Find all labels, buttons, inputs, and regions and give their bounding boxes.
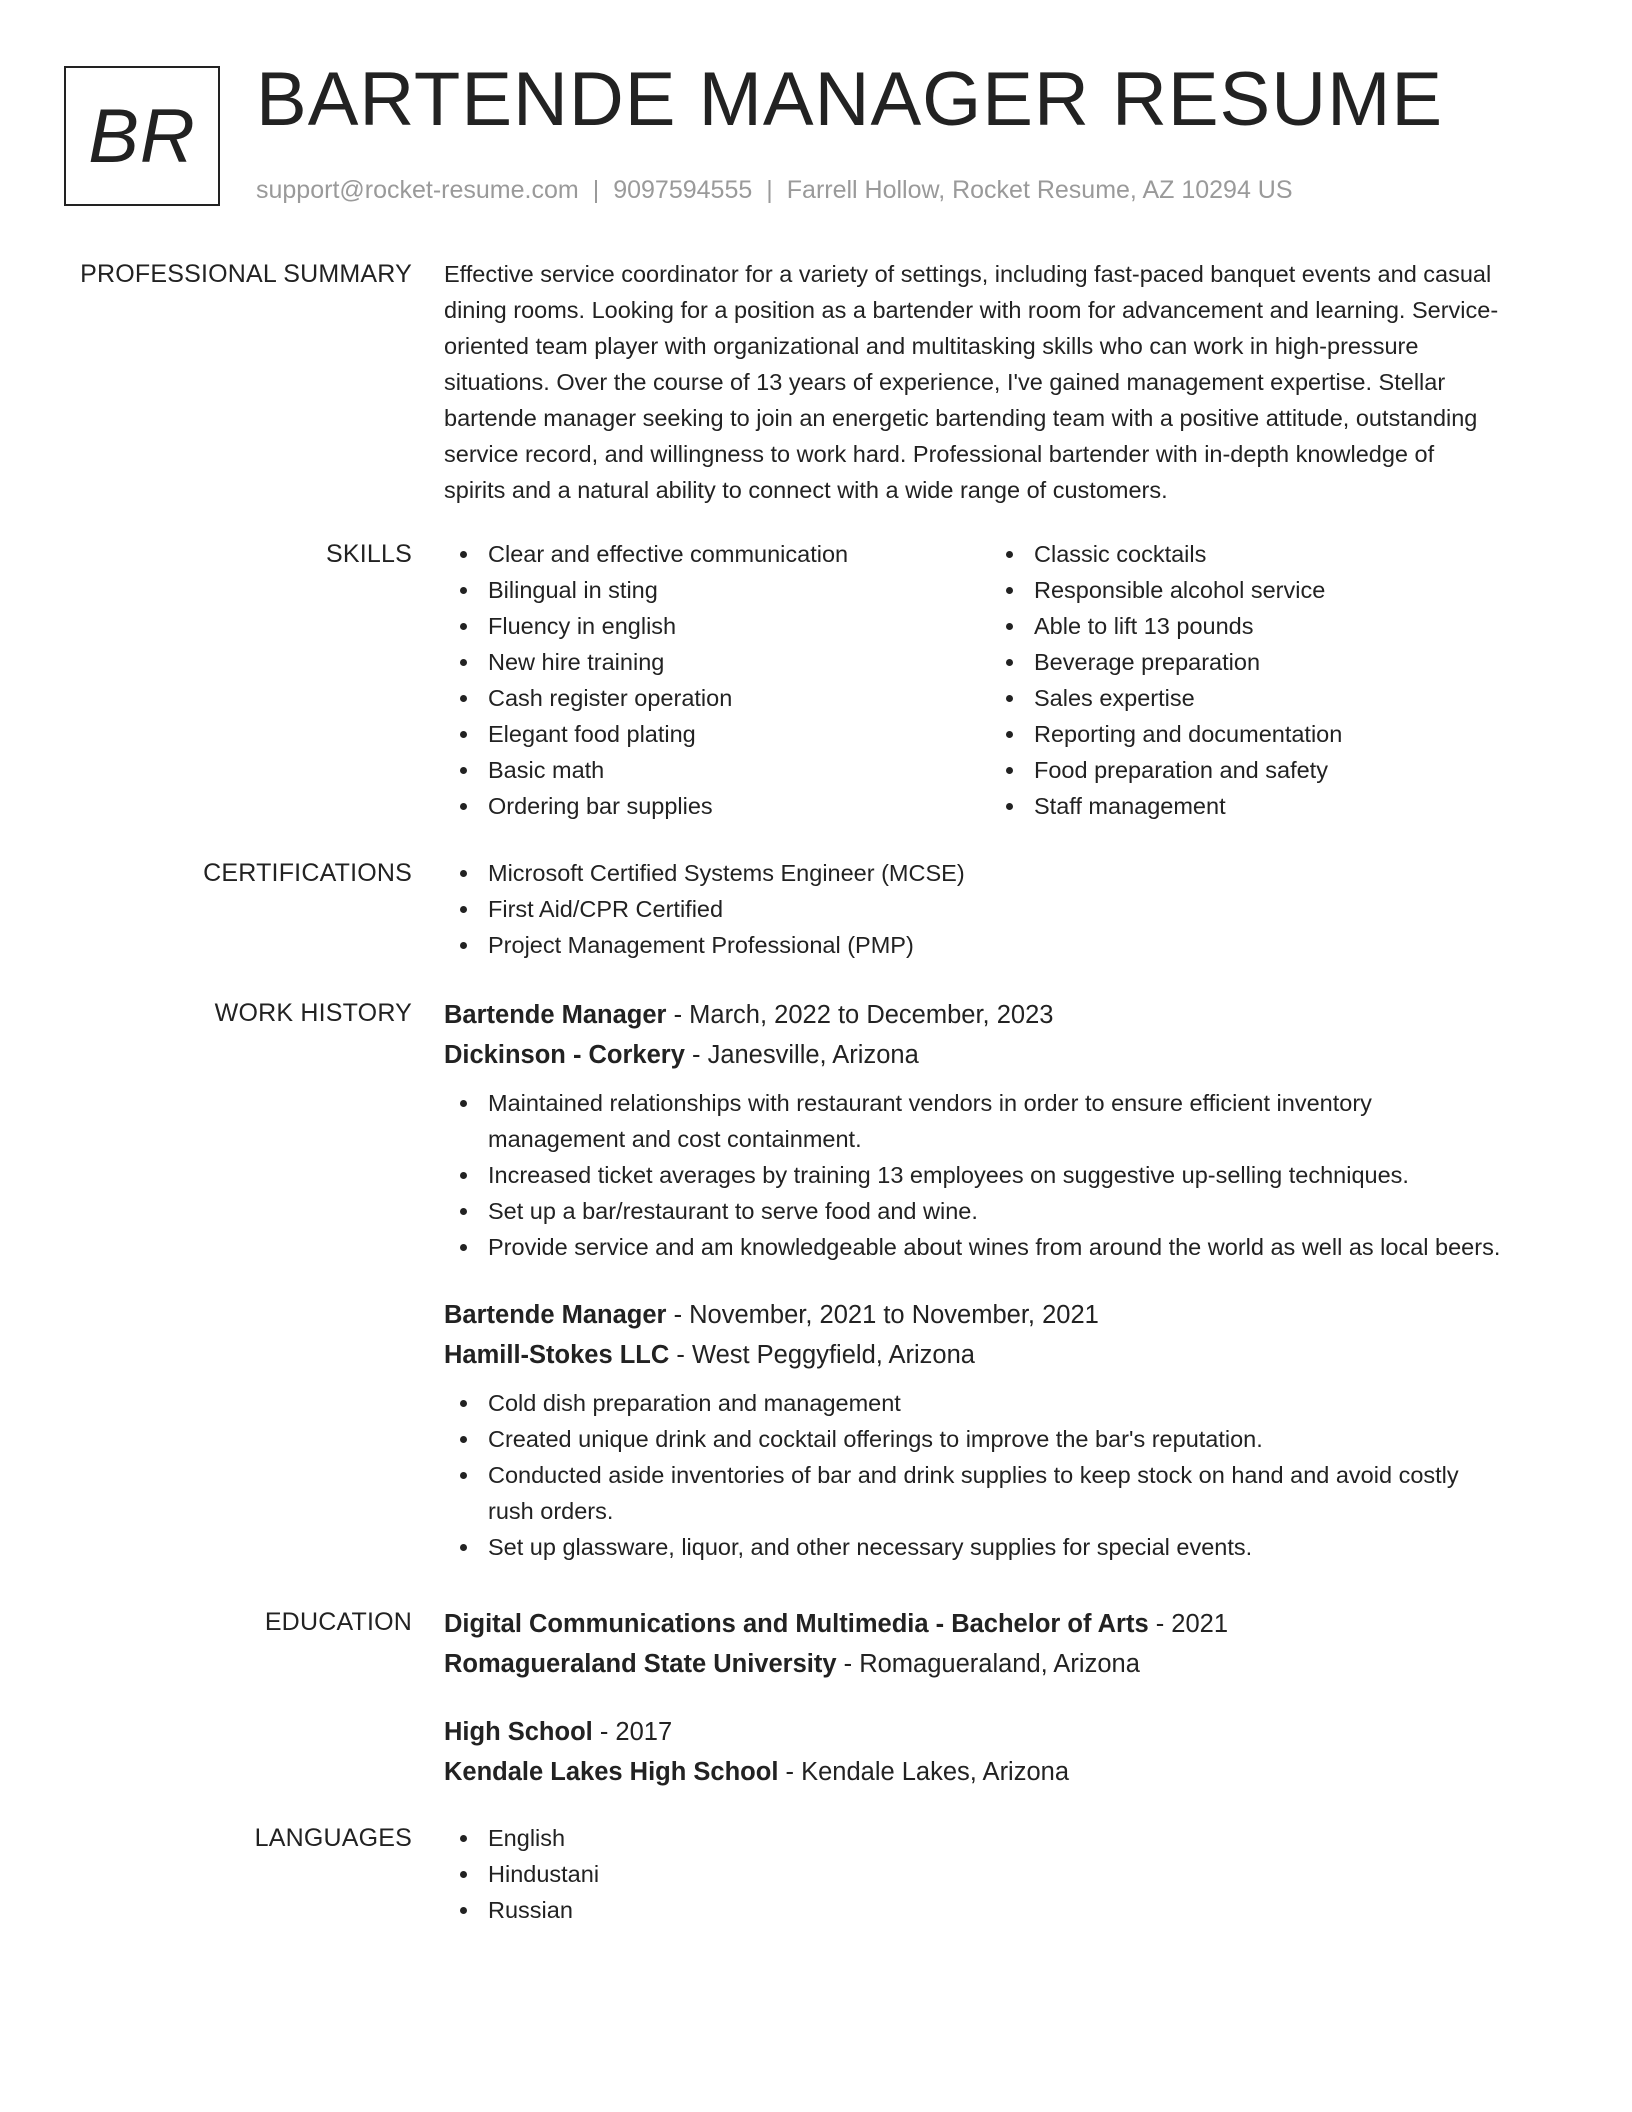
contact-separator: | <box>766 176 773 204</box>
skills-columns <box>444 536 1564 824</box>
education-school-line <box>444 1752 1564 1792</box>
contact-phone[interactable]: 9097594555 <box>613 176 753 204</box>
summary-line: Effective service coordinator for a variety of settings, including fast-paced banquet events and casual <box>444 261 1492 287</box>
summary-line: service record, and willingness to work hard. Professional bartender with in-depth knowledge of <box>444 441 1435 467</box>
skill-item: Bilingual in sting <box>444 572 990 608</box>
section-label: SKILLS <box>326 540 412 568</box>
summary-line: situations. Over the course of 13 years of experience, I've gained management expertise. Stellar <box>444 369 1446 395</box>
section-label: LANGUAGES <box>254 1824 412 1852</box>
job-location: - West Peggyfield, Arizona <box>669 1341 975 1369</box>
contact-email[interactable]: support@rocket-resume.com <box>256 176 579 204</box>
certifications-list <box>444 855 1564 963</box>
languages-body <box>444 1820 1564 1928</box>
skill-item: New hire training <box>444 644 990 680</box>
monogram-badge <box>64 66 220 206</box>
certifications-body <box>444 855 1564 963</box>
skills-list-right <box>990 536 1536 824</box>
work-history-body <box>444 995 1564 1565</box>
skills-list-left <box>444 536 990 824</box>
job-duties-list <box>444 1385 1564 1565</box>
section-label: CERTIFICATIONS <box>203 859 412 887</box>
job-company: Hamill-Stokes LLC <box>444 1341 670 1369</box>
section-label: PROFESSIONAL SUMMARY <box>80 260 412 288</box>
education-school: Romagueraland State University <box>444 1650 837 1678</box>
summary-body <box>444 256 1564 508</box>
language-item: English <box>444 1820 1564 1856</box>
education-year: - 2021 <box>1148 1610 1229 1638</box>
job-duty: Increased ticket averages by training 13 employees on suggestive up-selling techniques. <box>444 1157 1564 1193</box>
skill-item: Beverage preparation <box>990 644 1536 680</box>
job-duty: Cold dish preparation and management <box>444 1385 1564 1421</box>
job-title-line <box>444 1295 1564 1335</box>
education-year: - 2017 <box>592 1718 673 1746</box>
education-degree: High School <box>444 1718 593 1746</box>
job-duty: Provide service and am knowledgeable about wines from around the world as well as local beers. <box>444 1229 1564 1265</box>
resume-title: BARTENDE MANAGER RESUME <box>256 57 1444 142</box>
education-location: - Romagueraland, Arizona <box>836 1650 1140 1678</box>
skill-item: Able to lift 13 pounds <box>990 608 1536 644</box>
education-degree-line <box>444 1604 1564 1644</box>
education-degree: Digital Communications and Multimedia - Bachelor of Arts <box>444 1610 1149 1638</box>
job-duty: Conducted aside inventories of bar and drink supplies to keep stock on hand and avoid costly rush orders. <box>444 1457 1564 1529</box>
certification-item: Microsoft Certified Systems Engineer (MCSE) <box>444 855 1564 891</box>
education-degree-line <box>444 1712 1564 1752</box>
certification-item: First Aid/CPR Certified <box>444 891 1564 927</box>
contact-line <box>256 172 1293 208</box>
summary-line: oriented team player with organizational and multitasking skills who can work in high-pressure <box>444 333 1419 359</box>
education-location: - Kendale Lakes, Arizona <box>778 1758 1070 1786</box>
language-item: Hindustani <box>444 1856 1564 1892</box>
job-location: - Janesville, Arizona <box>684 1041 919 1069</box>
skill-item: Fluency in english <box>444 608 990 644</box>
job-entry <box>444 1295 1564 1565</box>
education-entry <box>444 1604 1564 1684</box>
job-company: Dickinson - Corkery <box>444 1041 685 1069</box>
job-title-line <box>444 995 1564 1035</box>
job-dates: - November, 2021 to November, 2021 <box>666 1301 1099 1329</box>
job-duty: Maintained relationships with restaurant vendors in order to ensure efficient inventory management and cost containment. <box>444 1085 1564 1157</box>
job-company-line <box>444 1335 1564 1375</box>
job-title: Bartende Manager <box>444 1001 667 1029</box>
job-duty: Set up a bar/restaurant to serve food and wine. <box>444 1193 1564 1229</box>
education-body <box>444 1604 1564 1792</box>
skill-item: Reporting and documentation <box>990 716 1536 752</box>
education-school: Kendale Lakes High School <box>444 1758 779 1786</box>
skill-item: Food preparation and safety <box>990 752 1536 788</box>
section-label: EDUCATION <box>264 1608 412 1636</box>
summary-line: spirits and a natural ability to connect with a wide range of customers. <box>444 477 1168 503</box>
job-title: Bartende Manager <box>444 1301 667 1329</box>
skill-item: Elegant food plating <box>444 716 990 752</box>
summary-line: dining rooms. Looking for a position as a bartender with room for advancement and learning. Service- <box>444 297 1499 323</box>
skill-item: Ordering bar supplies <box>444 788 990 824</box>
job-duty: Set up glassware, liquor, and other necessary supplies for special events. <box>444 1529 1564 1565</box>
job-entry <box>444 995 1564 1265</box>
languages-list <box>444 1820 1564 1928</box>
education-entry <box>444 1712 1564 1792</box>
skill-item: Cash register operation <box>444 680 990 716</box>
certification-item: Project Management Professional (PMP) <box>444 927 1564 963</box>
language-item: Russian <box>444 1892 1564 1928</box>
skill-item: Sales expertise <box>990 680 1536 716</box>
monogram-initials: BR <box>88 93 196 179</box>
contact-separator: | <box>592 176 600 204</box>
job-dates: - March, 2022 to December, 2023 <box>666 1001 1054 1029</box>
summary-line: bartende manager seeking to join an energetic bartending team with a positive attitude, outstanding <box>444 405 1478 431</box>
contact-address: Farrell Hollow, Rocket Resume, AZ 10294 US <box>786 176 1293 204</box>
skill-item: Clear and effective communication <box>444 536 990 572</box>
skill-item: Responsible alcohol service <box>990 572 1536 608</box>
section-label: WORK HISTORY <box>214 999 412 1027</box>
skill-item: Staff management <box>990 788 1536 824</box>
skill-item: Basic math <box>444 752 990 788</box>
job-company-line <box>444 1035 1564 1075</box>
education-school-line <box>444 1644 1564 1684</box>
job-duty: Created unique drink and cocktail offerings to improve the bar's reputation. <box>444 1421 1564 1457</box>
skill-item: Classic cocktails <box>990 536 1536 572</box>
job-duties-list <box>444 1085 1564 1265</box>
